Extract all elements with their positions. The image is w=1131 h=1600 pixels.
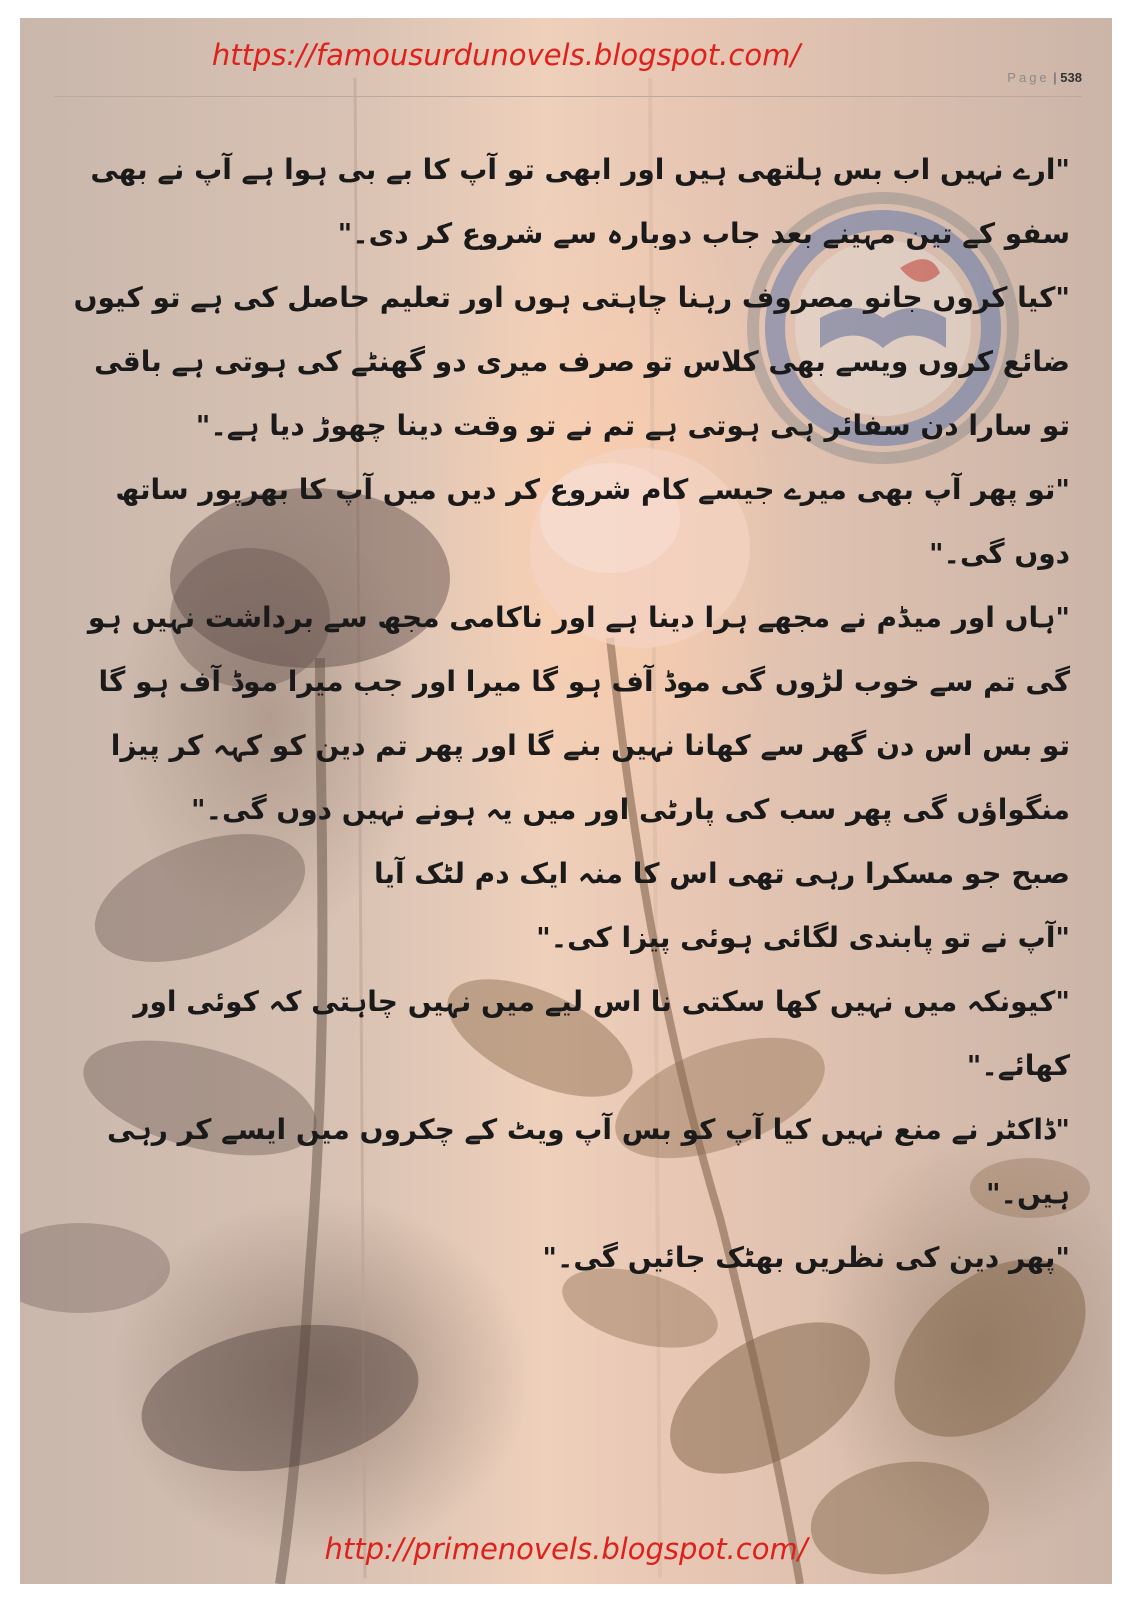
header-divider bbox=[54, 96, 1082, 97]
page-number: Page | 538 bbox=[1007, 70, 1082, 85]
paragraph: "کیونکہ میں نہیں کھا سکتی نا اس لیے میں نہیں چاہتی کہ کوئی اور کھائے۔" bbox=[133, 985, 1070, 1082]
footer-url[interactable]: http://primenovels.blogspot.com/ bbox=[324, 1532, 808, 1566]
paragraph: صبح جو مسکرا رہی تھی اس کا منہ ایک دم لٹک آیا bbox=[373, 857, 1070, 890]
paragraph: "ہاں اور میڈم نے مجھے ہرا دینا ہے اور ناکامی مجھ سے برداشت نہیں ہو گی تم سے خوب لڑوں گی موڈ آف ہو گا میرا اور جب میرا موڈ آف ہو گا تو بس اس دن گھر سے کھانا نہیں بنے گا اور پھر تم دین کو کہہ کر پیزا منگواؤں گی پھر سب کی پارٹی اور میں یہ ہونے نہیں دوں گی۔" bbox=[87, 601, 1070, 826]
novel-page bbox=[20, 18, 1112, 1584]
page-number-value: 538 bbox=[1060, 70, 1082, 85]
paragraph: "ارے نہیں اب بس ہلتھی ہیں اور ابھی تو آپ کا بے بی ہوا ہے آپ نے بھی سفو کے تین مہینے بعد جاب دوبارہ سے شروع کر دی۔" bbox=[90, 153, 1070, 250]
paragraph: "ڈاکٹر نے منع نہیں کیا آپ کو بس آپ ویٹ کے چکروں میں ایسے کر رہی ہیں۔" bbox=[107, 1113, 1070, 1210]
paragraph: "تو پھر آپ بھی میرے جیسے کام شروع کر دیں میں آپ کا بھرپور ساتھ دوں گی۔" bbox=[115, 473, 1070, 570]
paragraph: "آپ نے تو پابندی لگائی ہوئی پیزا کی۔" bbox=[536, 921, 1070, 954]
paragraph: "پھر دین کی نظریں بھٹک جائیں گی۔" bbox=[542, 1241, 1070, 1274]
header-url[interactable]: https://famousurdunovels.blogspot.com/ bbox=[211, 38, 801, 72]
page-label: Page bbox=[1007, 70, 1050, 85]
paragraph: "کیا کروں جانو مصروف رہنا چاہتی ہوں اور تعلیم حاصل کی ہے تو کیوں ضائع کروں ویسے بھی کلاس تو صرف میری دو گھنٹے کی ہوتی ہے باقی تو سارا دن سفائر ہی ہوتی ہے تم نے تو وقت دینا چھوڑ دیا ہے۔" bbox=[73, 281, 1070, 442]
novel-body-text bbox=[70, 138, 1070, 1290]
